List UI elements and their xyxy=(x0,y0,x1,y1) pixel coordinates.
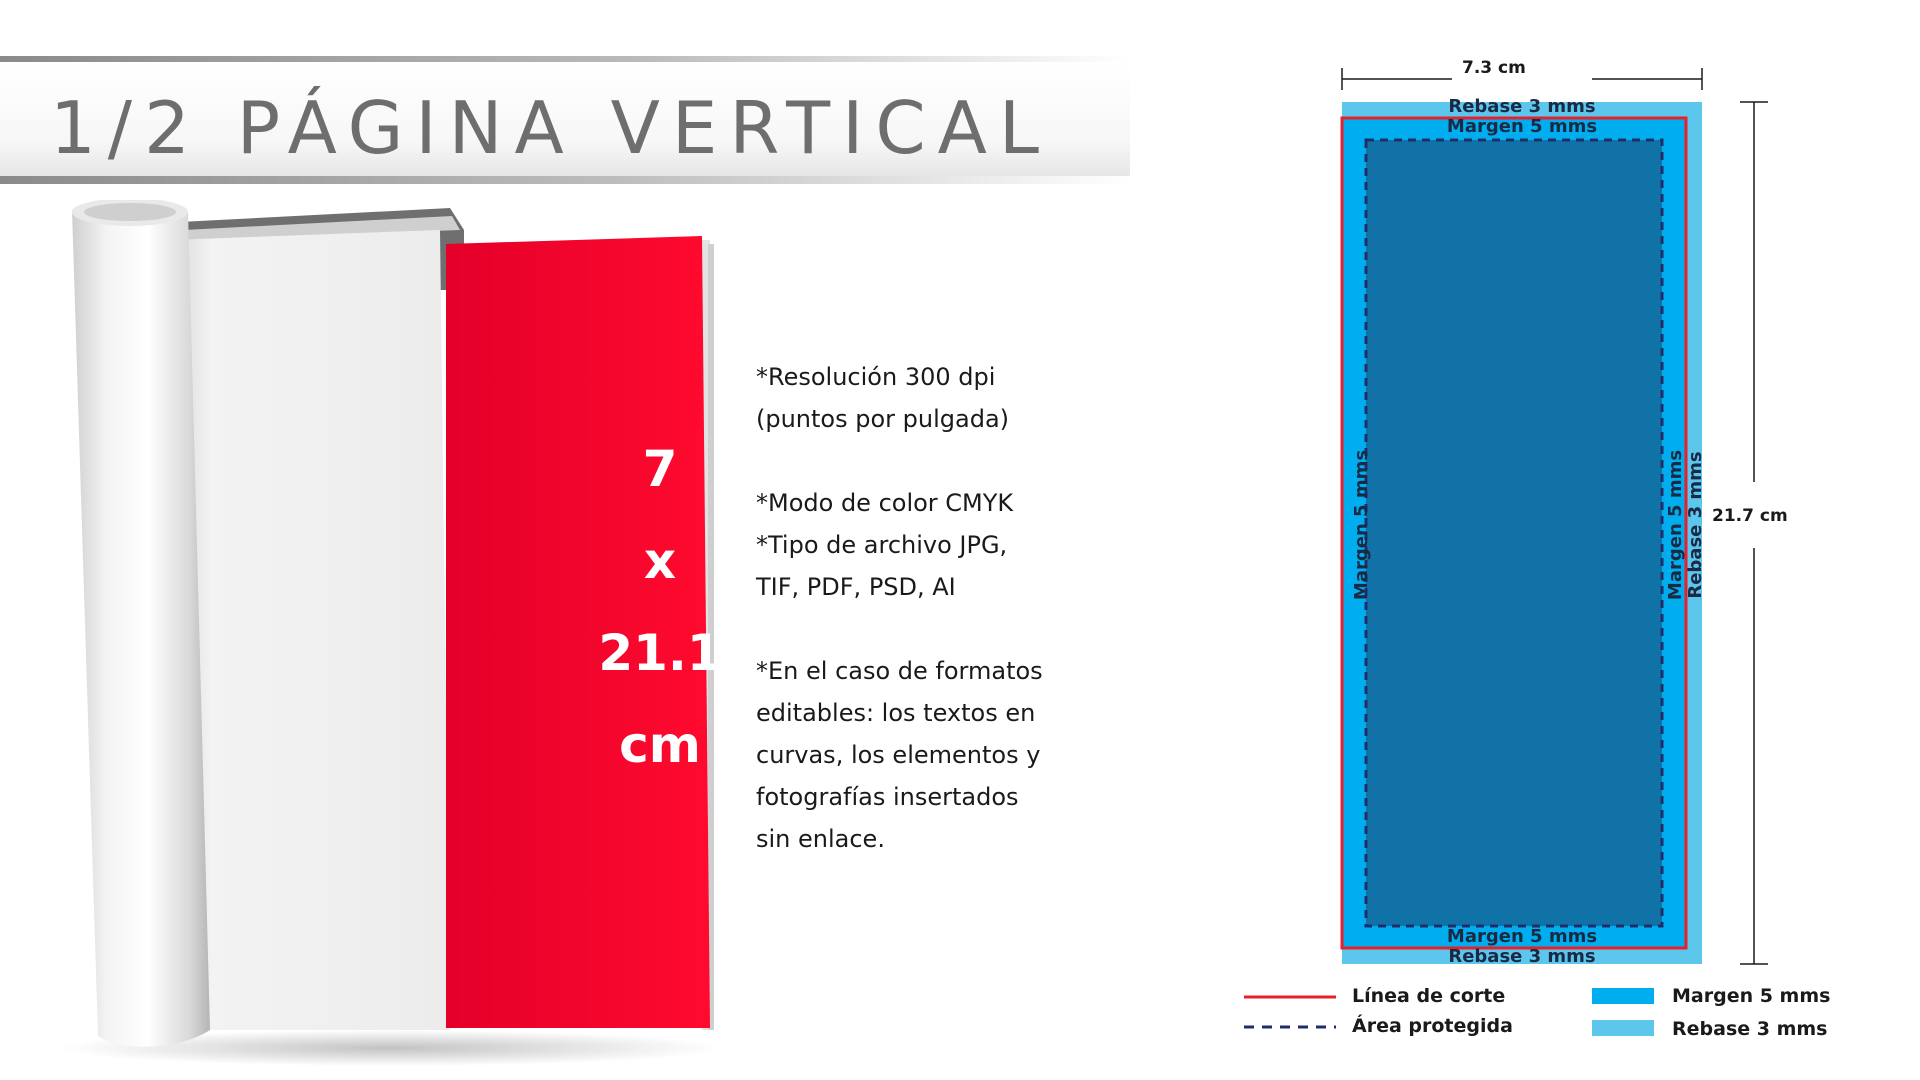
ad-height: 21.1 xyxy=(598,624,722,682)
bottom-margin-label: Margen 5 mms xyxy=(1446,926,1598,947)
spec-line: *En el caso de formatos xyxy=(756,657,1043,685)
spec-line: curvas, los elementos y xyxy=(756,741,1041,769)
spec-line: *Resolución 300 dpi xyxy=(756,363,996,391)
legend-margin-swatch xyxy=(1592,988,1654,1004)
diagram-shapes xyxy=(1230,50,1830,1050)
spec-gap xyxy=(756,440,1076,482)
spec-gap xyxy=(756,608,1076,650)
spec-line: editables: los textos en xyxy=(756,699,1036,727)
width-dimension-label: 7.3 cm xyxy=(1462,58,1526,78)
spec-line: TIF, PDF, PSD, AI xyxy=(756,573,956,601)
bottom-rebase-label: Rebase 3 mms xyxy=(1448,946,1596,967)
title-band-bottom-rule xyxy=(0,176,1130,184)
spec-line: fotografías insertados xyxy=(756,783,1019,811)
right-rebase-label: Rebase 3 mms xyxy=(1685,451,1706,599)
title-band xyxy=(0,56,1130,184)
left-margin-label: Margen 5 mms xyxy=(1351,449,1372,601)
spec-line: *Modo de color CMYK xyxy=(756,489,1014,517)
legend-cut-line: Línea de corte xyxy=(1352,985,1506,1007)
legend-bleed: Rebase 3 mms xyxy=(1672,1018,1828,1040)
specs-list xyxy=(756,356,1076,860)
title-band-top-rule xyxy=(0,56,1130,62)
spec-line: *Tipo de archivo JPG, xyxy=(756,531,1008,559)
legend-bleed-swatch xyxy=(1592,1020,1654,1036)
height-dimension-label: 21.7 cm xyxy=(1712,506,1788,526)
safe-area xyxy=(1366,140,1662,926)
right-margin-label: Margen 5 mms xyxy=(1665,449,1686,601)
spec-line: (puntos por pulgada) xyxy=(756,405,1010,433)
bleed-diagram xyxy=(1230,50,1830,1050)
ad-size-unit: cm xyxy=(619,716,701,774)
ad-width: 7 xyxy=(642,440,678,498)
top-margin-label: Margen 5 mms xyxy=(1446,116,1598,137)
page-title: 1/2 PÁGINA VERTICAL xyxy=(50,86,1051,170)
top-rebase-label: Rebase 3 mms xyxy=(1448,96,1596,117)
ad-size-separator: x xyxy=(643,532,677,590)
legend-protected-area: Área protegida xyxy=(1352,1015,1513,1037)
legend-margin: Margen 5 mms xyxy=(1672,985,1831,1007)
magazine-mockup xyxy=(60,200,740,1080)
spec-line: sin enlace. xyxy=(756,825,885,853)
